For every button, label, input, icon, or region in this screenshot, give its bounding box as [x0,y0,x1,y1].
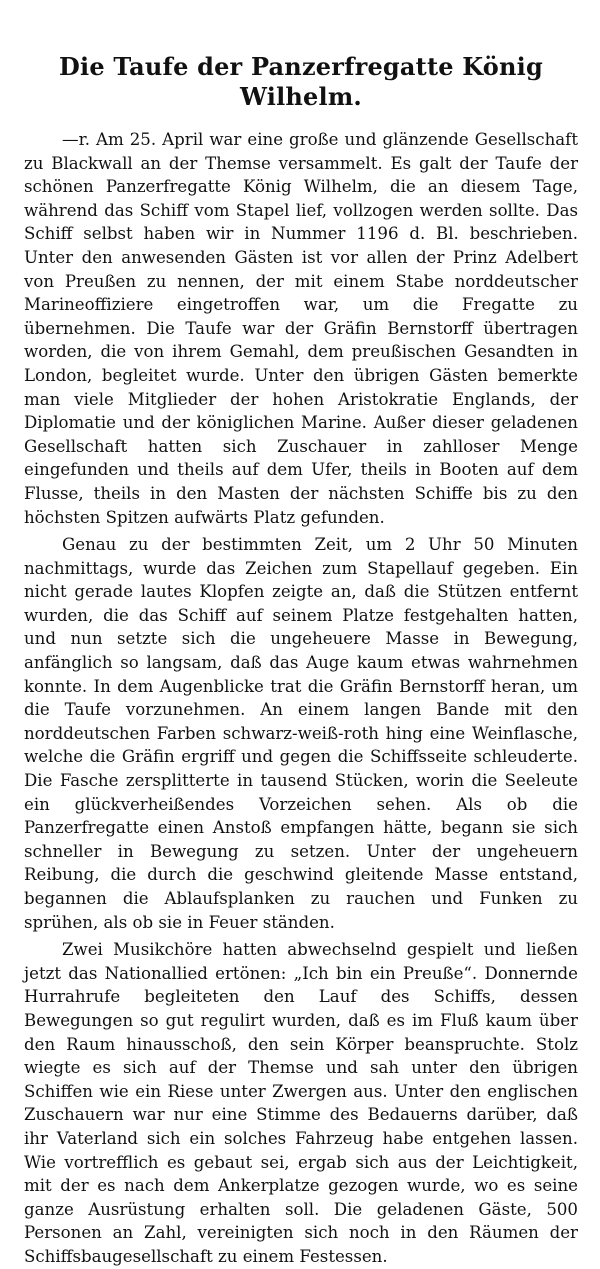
article-paragraph-2: Genau zu der bestimmten Zeit, um 2 Uhr 50 Minuten nachmittags, wurde das Zeichen zum Stapellauf gegeben. Ein nicht gerade lautes Klopfen zeigte an, daß die Stützen entfernt wurden, die das Schiff auf seinem Platze festgehalten hatten, und nun setzte sich die ungeheuere Masse in Bewegung, anfänglich so langsam, daß das Auge kaum etwas wahrnehmen konnte. In dem Augenblicke trat die Gräfin Bernstorff heran, um die Taufe vorzunehmen. An einem langen Bande mit den norddeutschen Farben schwarz-weiß-roth hing eine Weinflasche, welche die Gräfin ergriff und gegen die Schiffsseite schleuderte. Die Fasche zersplitterte in tausend Stücken, worin die Seeleute ein glückverheißendes Vorzeichen sehen. Als ob die Panzerfregatte einen Anstoß empfangen hätte, begann sie sich schneller in Bewegung zu setzen. Unter der ungeheuern Reibung, die durch die geschwind gleitende Masse entstand, begannen die Ablaufsplanken zu rauchen und Funken zu sprühen, als ob sie in Feuer ständen. [24,535,578,932]
article-paragraph-1: —r. Am 25. April war eine große und glänzende Gesellschaft zu Blackwall an der Themse versammelt. Es galt der Taufe der schönen Panzerfregatte König Wilhelm, die an diesem Tage, während das Schiff vom Stapel lief, vollzogen werden sollte. Das Schiff selbst haben wir in Nummer 1196 d. Bl. beschrieben. Unter den anwesenden Gästen ist vor allen der Prinz Adelbert von Preußen zu nennen, der mit einem Stabe norddeutscher Marineoffiziere eingetroffen war, um die Fregatte zu übernehmen. Die Taufe war der Gräfin Bernstorff übertragen worden, die von ihrem Gemahl, dem preußischen Gesandten in London, begleitet wurde. Unter den übrigen Gästen bemerkte man viele Mitglieder der hohen Aristokratie Englands, der Diplomatie und der königlichen Marine. Außer dieser geladenen Gesellschaft hatten sich Zuschauer in zahlloser Menge eingefunden und theils auf dem Ufer, theils in Booten auf dem Flusse, theils in den Masten der nächsten Schiffe bis zu den höchsten Spitzen aufwärts Platz gefunden. [24,130,578,527]
article-paragraph-3: Zwei Musikchöre hatten abwechselnd gespielt und ließen jetzt das Nationallied ertönen: „Ich bin ein Preuße“. Donnernde Hurrahrufe begleiteten den Lauf des Schiffs, dessen Bewegungen so gut regulirt wurden, daß es im Fluß kaum über den Raum hinausschoß, den sein Körper beanspruchte. Stolz wiegte es sich auf der Themse und sah unter den übrigen Schiffen wie ein Riese unter Zwergen aus. Unter den englischen Zuschauern war nur eine Stimme des Bedauerns darüber, daß ihr Vaterland sich ein solches Fahrzeug habe entgehen lassen. Wie vortrefflich es gebaut sei, ergab sich aus der Leichtigkeit, mit der es nach dem Ankerplatze gezogen wurde, wo es seine ganze Ausrüstung erhalten soll. Die geladenen Gäste, 500 Personen an Zahl, vereinigten sich noch in den Räumen der Schiffsbaugesellschaft zu einem Festessen. [24,940,578,1266]
article-title: Die Taufe der Panzerfregatte König Wilhelm. [59,52,543,111]
